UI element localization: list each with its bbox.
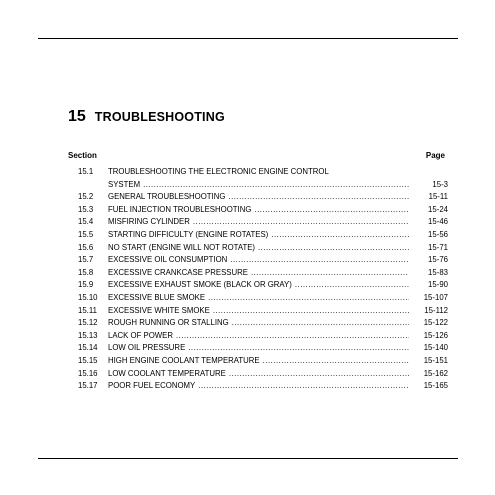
toc-entry-number: 15.10 xyxy=(78,292,98,302)
toc-entry-page: 15-122 xyxy=(423,318,448,328)
leader-dots xyxy=(229,368,409,381)
toc-entry-page: 15-165 xyxy=(423,381,448,391)
toc-entry-number: 15.5 xyxy=(78,229,94,239)
toc-entry[interactable] xyxy=(78,216,448,229)
toc-entry-page: 15-140 xyxy=(423,343,448,353)
toc-entry-number: 15.9 xyxy=(78,280,94,290)
toc-entry-number: 15.16 xyxy=(78,368,98,378)
leader-dots xyxy=(295,279,409,292)
leader-dots xyxy=(198,380,409,393)
toc-entry-number: 15.2 xyxy=(78,192,94,202)
toc-entry-page: 15-71 xyxy=(428,242,448,252)
toc-entry-title: STARTING DIFFICULTY (ENGINE ROTATES) xyxy=(108,229,269,239)
toc-entry[interactable] xyxy=(78,355,448,368)
toc-entry-page: 15-151 xyxy=(423,355,448,365)
toc-entry-title: NO START (ENGINE WILL NOT ROTATE) xyxy=(108,242,255,252)
toc-entry-title: EXCESSIVE CRANKCASE PRESSURE xyxy=(108,267,248,277)
toc-entry-number: 15.15 xyxy=(78,355,98,365)
toc-entry-continuation[interactable] xyxy=(78,179,448,192)
chapter-heading xyxy=(68,108,225,126)
toc-entry-title: POOR FUEL ECONOMY xyxy=(108,381,196,391)
toc-entry-title: EXCESSIVE BLUE SMOKE xyxy=(108,292,206,302)
leader-dots xyxy=(258,242,409,255)
toc-entry-title: LOW OIL PRESSURE xyxy=(108,343,186,353)
toc-entry[interactable] xyxy=(78,229,448,242)
toc-entry[interactable] xyxy=(78,305,448,318)
toc-entry[interactable] xyxy=(78,292,448,305)
leader-dots xyxy=(254,204,409,217)
toc-entry[interactable] xyxy=(78,317,448,330)
leader-dots xyxy=(263,355,409,368)
toc-entry-page: 15-83 xyxy=(428,267,448,277)
toc-entry[interactable] xyxy=(78,368,448,381)
toc-entry-page: 15-126 xyxy=(423,330,448,340)
toc-entry-number: 15.17 xyxy=(78,381,98,391)
toc-entry-page: 15-56 xyxy=(428,229,448,239)
toc-entry-number: 15.12 xyxy=(78,318,98,328)
toc-entry[interactable] xyxy=(78,342,448,355)
toc-entry-page: 15-162 xyxy=(423,368,448,378)
toc-entry-number: 15.3 xyxy=(78,204,94,214)
chapter-title: TROUBLESHOOTING xyxy=(94,110,225,124)
leader-dots xyxy=(213,305,409,318)
toc-entry[interactable] xyxy=(78,204,448,217)
toc-entry-number: 15.8 xyxy=(78,267,94,277)
toc-entry-title: GENERAL TROUBLESHOOTING xyxy=(108,192,226,202)
leader-dots xyxy=(188,342,409,355)
toc-entry[interactable] xyxy=(78,330,448,343)
toc-entry-title: LACK OF POWER xyxy=(108,330,173,340)
toc-entry-number: 15.14 xyxy=(78,343,98,353)
toc-entry-number: 15.13 xyxy=(78,330,98,340)
toc-entry-page: 15-3 xyxy=(432,179,448,189)
toc-entry-number: 15.6 xyxy=(78,242,94,252)
toc-entry-page: 15-107 xyxy=(423,292,448,302)
toc-entry[interactable] xyxy=(78,267,448,280)
leader-dots xyxy=(251,267,409,280)
leader-dots xyxy=(143,179,409,192)
leader-dots xyxy=(271,229,409,242)
chapter-number: 15 xyxy=(68,108,86,125)
toc-entry-title: HIGH ENGINE COOLANT TEMPERATURE xyxy=(108,355,260,365)
leader-dots xyxy=(230,254,409,267)
toc-entry-number: 15.7 xyxy=(78,255,94,265)
leader-dots xyxy=(176,330,409,343)
toc-entry-page: 15-11 xyxy=(428,192,448,202)
bottom-rule xyxy=(38,458,458,459)
toc-entry-title-line1: TROUBLESHOOTING THE ELECTRONIC ENGINE CONTROL xyxy=(108,167,329,176)
leader-dots xyxy=(228,191,409,204)
toc-entry[interactable] xyxy=(78,380,448,393)
page-column-header: Page xyxy=(425,151,445,160)
section-column-header: Section xyxy=(68,151,97,160)
toc-entry-title: SYSTEM xyxy=(108,179,141,189)
toc-entry-number: 15.1 xyxy=(78,167,94,176)
toc-entry[interactable] xyxy=(78,242,448,255)
toc-entry-page: 15-112 xyxy=(424,305,448,315)
leader-dots xyxy=(232,317,409,330)
top-rule xyxy=(38,38,458,39)
toc-entry-number: 15.4 xyxy=(78,217,94,227)
toc-entry-number: 15.11 xyxy=(78,305,97,315)
toc-entry-title: EXCESSIVE OIL CONSUMPTION xyxy=(108,255,228,265)
toc-entry[interactable] xyxy=(78,191,448,204)
toc-entry[interactable] xyxy=(78,254,448,267)
toc-entry-page: 15-24 xyxy=(428,204,448,214)
leader-dots xyxy=(208,292,409,305)
toc-entry[interactable] xyxy=(78,279,448,292)
toc-entry-page: 15-46 xyxy=(428,217,448,227)
toc-entry-title: LOW COOLANT TEMPERATURE xyxy=(108,368,226,378)
leader-dots xyxy=(193,216,409,229)
toc-entry-title: MISFIRING CYLINDER xyxy=(108,217,190,227)
toc-entry-page: 15-76 xyxy=(428,255,448,265)
toc-entry-title: FUEL INJECTION TROUBLESHOOTING xyxy=(108,204,252,214)
toc-entry-title: EXCESSIVE EXHAUST SMOKE (BLACK OR GRAY) xyxy=(108,280,292,290)
table-of-contents xyxy=(78,166,448,393)
toc-entry-title: EXCESSIVE WHITE SMOKE xyxy=(108,305,210,315)
toc-entry-page: 15-90 xyxy=(428,280,448,290)
toc-entry[interactable] xyxy=(78,166,448,179)
toc-entry-title: ROUGH RUNNING OR STALLING xyxy=(108,318,229,328)
